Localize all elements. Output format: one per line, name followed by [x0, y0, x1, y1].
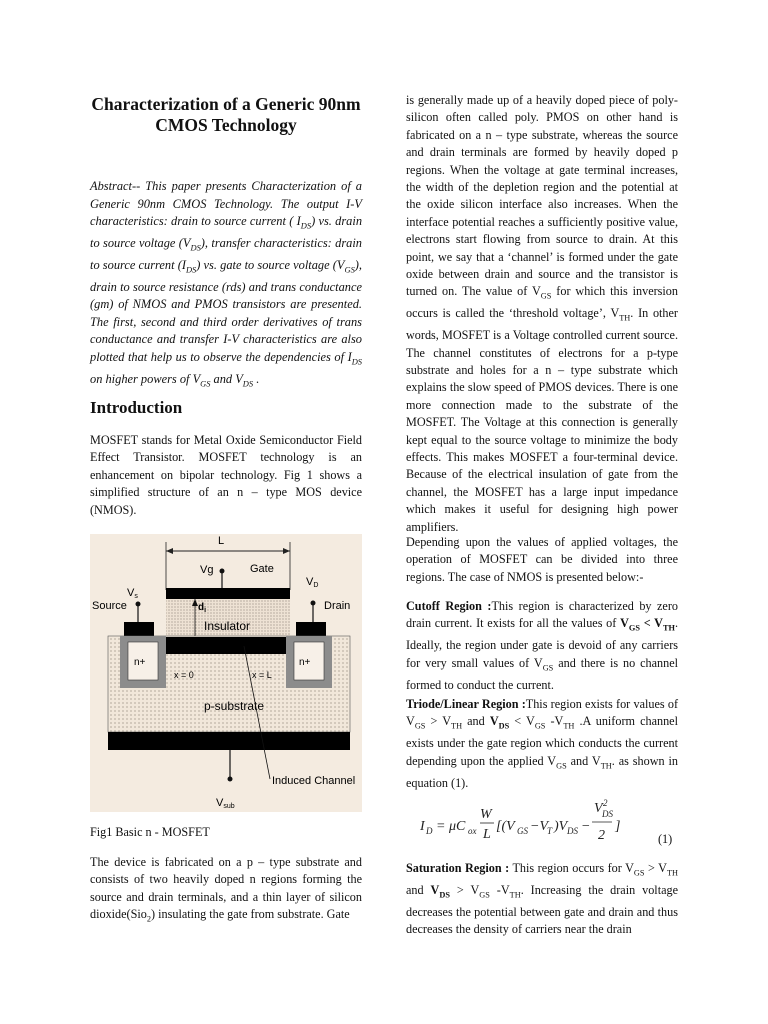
substrate-label: p-substrate	[204, 699, 265, 713]
x0-label: x = 0	[174, 670, 194, 680]
xL-label: x = L	[252, 670, 272, 680]
svg-text:)V: )V	[554, 819, 568, 834]
mosfet-figure	[90, 534, 362, 812]
n-plus-right-label: n+	[299, 657, 311, 668]
vs-label: Vs	[127, 587, 138, 600]
svg-text:−V: −V	[530, 819, 548, 834]
equation-1	[406, 792, 678, 848]
induced-channel	[166, 637, 286, 654]
figure-caption: Fig1 Basic n - MOSFET	[90, 825, 210, 839]
svg-text:DS: DS	[602, 809, 613, 819]
svg-text:[(V: [(V	[496, 819, 515, 834]
svg-text:DS: DS	[567, 826, 578, 836]
equation-number: (1)	[658, 832, 673, 846]
svg-text:2: 2	[598, 828, 605, 843]
length-label: L	[218, 535, 225, 547]
source-contact	[124, 622, 154, 636]
svg-text:GS: GS	[517, 826, 528, 836]
insulator-label: Insulator	[204, 619, 251, 633]
svg-text:V: V	[594, 801, 603, 816]
n-plus-left-label: n+	[134, 657, 146, 668]
drain-contact	[296, 622, 326, 636]
intro-paragraph: MOSFET stands for Metal Oxide Semiconductor Field Effect Transistor. MOSFET technology is an enhancement on bipolar technology. Fig 1 shows a simplified structure of an n – type MOS device (NMOS).	[90, 433, 362, 517]
gate-label: Gate	[250, 563, 274, 575]
drain-label: Drain	[324, 600, 351, 612]
introduction-heading: Introduction	[90, 398, 183, 417]
svg-text:W: W	[480, 807, 492, 822]
svg-text:−: −	[581, 819, 591, 834]
vg-label: Vg	[200, 564, 214, 576]
cutoff-paragraph: Cutoff Region :This region is characterized by zero drain current. It exists for all the values of $V_{GS} < V_{TH}$. Ideally, the region under gate is devoid of any carriers for very small values of $V_{GS}$ and there is no channel formed to conduct the current.	[406, 599, 679, 692]
svg-text:= μC: = μC	[436, 819, 466, 834]
triode-paragraph: Triode/Linear Region :This region exists for values of $V_{GS} > V_{TH}$ and $V_{DS} < V_{GS}$ $-V_{TH}$ .A uniform channel exists under the gate region which conducts the current depending upon the applied $V_{GS}$ and $V_{TH}$. as shown in equation (1).	[406, 697, 678, 790]
svg-text:I: I	[420, 819, 425, 834]
svg-text:]: ]	[615, 819, 621, 834]
vsub-label: Vsub	[216, 797, 235, 810]
vd-label: VD	[306, 576, 319, 589]
svg-text:T: T	[547, 826, 553, 836]
induced-channel-label: Induced Channel	[272, 775, 356, 787]
svg-text:2: 2	[603, 798, 608, 808]
svg-text:D: D	[426, 826, 433, 836]
saturation-paragraph: Saturation Region : This region occurs for $V_{GS} > V_{TH}$ and $V_{DS} > V_{GS}$ $-V_{TH}$. Increasing the drain voltage decreases the potential between gate and drain and thus decreases the density of carriers near the drain	[406, 861, 678, 937]
source-label: Source	[92, 600, 127, 612]
paper-title: Characterization of a Generic 90nm CMOS Technology	[91, 94, 361, 135]
gate-electrode	[166, 588, 290, 599]
body-contact	[108, 732, 350, 750]
tox-label: $d_i$	[198, 602, 207, 614]
svg-text:L: L	[483, 827, 491, 842]
device-paragraph: The device is fabricated on a p – type substrate and consists of two heavily doped n regions forming the source and drain terminals, and a thin layer of silicon dioxide(Sio$_2$) insulating the gate from substrate. Gate	[90, 855, 362, 924]
regions-paragraph: Depending upon the values of applied voltages, the operation of MOSFET can be divided into three regions. The case of NMOS is presented below:-	[406, 535, 678, 584]
abstract: Abstract-- This paper presents Characterization of a Generic 90nm CMOS Technology. The output I-V characteristics: drain to source current ( $I_{DS}$) vs. drain to source voltage $(V_{DS})$, transfer characteristics: drain to source current $(I_{DS})$ vs. gate to source voltage $(V_{GS})$, drain to source resistance (rds) and trans conductance (gm) of NMOS and PMOS transistors are presented. The first, second and third order derivatives of trans conductance and transfer I-V characteristics are also plotted that help us to observe the dependencies of $I_{DS}$ on higher powers of $V_{GS}$ and $V_{DS}$ .	[90, 179, 363, 389]
gate-paragraph: is generally made up of a heavily doped piece of poly-silicon often called poly. PMOS on other hand is fabricated on a n – type substrate, whereas the source and drain terminals are formed by heavily doped p regions. When the voltage at gate terminal increases, the width of the depletion region and the potential at the oxide silicon interface also increases. When the interface potential reaches a sufficiently positive value, electrons start flowing from source to drain. At this point, we say that a ‘channel’ is formed under the gate oxide between drain and source and the transistor is turned on. The value of $V_{GS}$ for which this inversion occurs is called the ‘threshold voltage’, $V_{TH}$. In other words, MOSFET is a Voltage controlled current source. The channel constitutes of electrons for a p-type substrate and holes for a n – type substrate which explains the slow speed of PMOS devices. There is one more connection made to the substrate of the MOSFET. The Voltage at this connection is generally kept equal to the source voltage to minimize the body effects. This makes MOSFET a four-terminal device. Because of the electrical insulation of gate from the channel, the MOSFET has a large input impedance which makes it useful for designing high power amplifiers.	[406, 93, 678, 534]
svg-text:ox: ox	[468, 826, 477, 836]
